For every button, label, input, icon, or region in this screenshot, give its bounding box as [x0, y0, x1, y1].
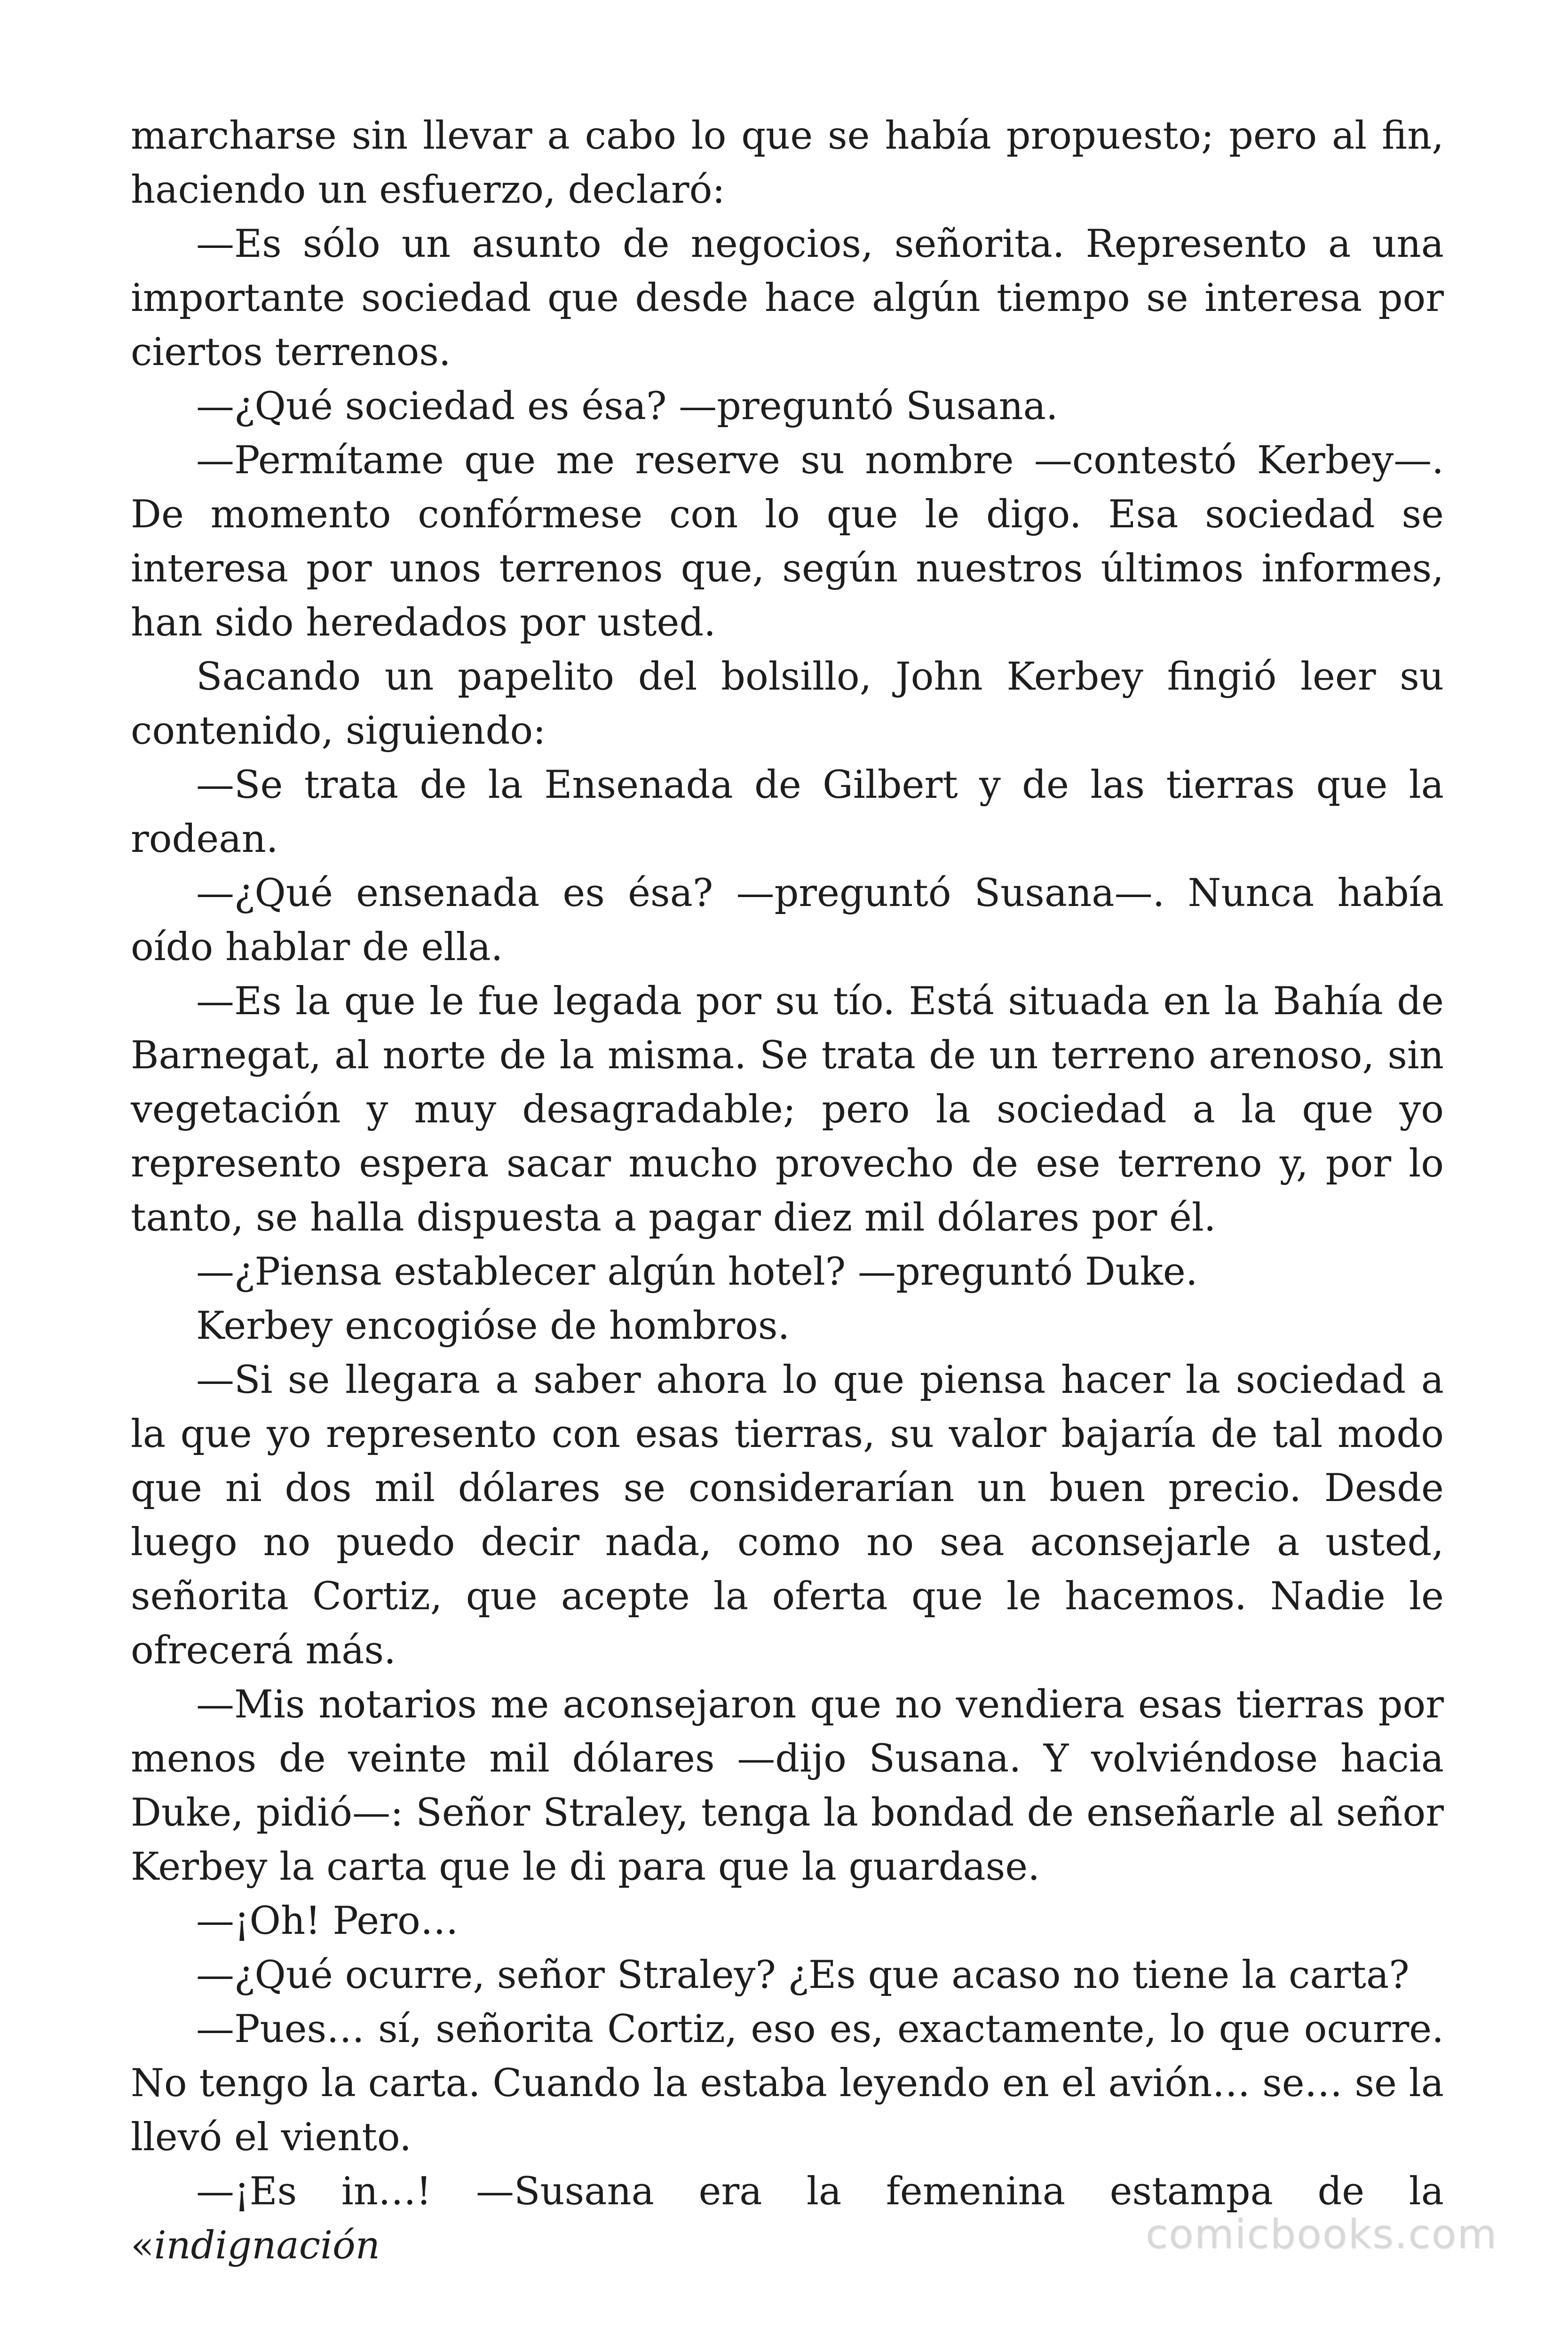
- paragraph-2: —Es sólo un asunto de negocios, señorita. Represento a una importante sociedad que desde hace algún tiempo se interesa por ciertos terrenos.: [131, 222, 1444, 374]
- paragraph-6: —Se trata de la Ensenada de Gilbert y de las tierras que la rodean.: [131, 763, 1444, 861]
- paragraph-9: —¿Piensa establecer algún hotel? —preguntó Duke.: [196, 1250, 1198, 1294]
- paragraph-3: —¿Qué sociedad es ésa? —preguntó Susana.: [196, 384, 1058, 429]
- paragraph-16-text: —¡Es in…! —Susana era la femenina estampa de la «: [131, 2169, 1444, 2268]
- paragraph-14: —¿Qué ocurre, señor Straley? ¿Es que acaso no tiene la carta?: [196, 1953, 1410, 1997]
- paragraph-4: —Permítame que me reserve su nombre —contestó Kerbey—. De momento confórmese con lo que le digo. Esa sociedad se interesa por unos terrenos que, según nuestros últimos informes, han sido heredados por usted.: [131, 438, 1444, 645]
- paragraph-5: Sacando un papelito del bolsillo, John Kerbey fingió leer su contenido, siguiendo:: [131, 655, 1444, 753]
- paragraph-1: marcharse sin llevar a cabo lo que se había propuesto; pero al fin, haciendo un esfuerzo, declaró:: [131, 114, 1444, 212]
- watermark: comicbooks.com: [1145, 2211, 1497, 2258]
- paragraph-8: —Es la que le fue legada por su tío. Está situada en la Bahía de Barnegat, al norte de la misma. Se trata de un terreno arenoso, sin vegetación y muy desagradable; pero la sociedad a la que yo represento espera sacar mucho provecho de ese terreno y, por lo tanto, se halla dispuesta a pagar diez mil dólares por él.: [131, 979, 1444, 1240]
- paragraph-13: —¡Oh! Pero…: [196, 1899, 459, 1943]
- page-body: [131, 109, 1444, 2273]
- paragraph-12: —Mis notarios me aconsejaron que no vendiera esas tierras por menos de veinte mil dólares —dijo Susana. Y volviéndose hacia Duke, pidió—: Señor Straley, tenga la bondad de enseñarle al señor Kerbey la carta que le di para que la guardase.: [131, 1683, 1444, 1889]
- paragraph-7: —¿Qué ensenada es ésa? —preguntó Susana—. Nunca había oído hablar de ella.: [131, 871, 1444, 969]
- paragraph-11: —Si se llegara a saber ahora lo que piensa hacer la sociedad a la que yo represento con esas tierras, su valor bajaría de tal modo que ni dos mil dólares se considerarían un buen precio. Desde luego no puedo decir nada, como no sea aconsejarle a usted, señorita Cortiz, que acepte la oferta que le hacemos. Nadie le ofrecerá más.: [131, 1358, 1444, 1673]
- paragraph-10: Kerbey encogióse de hombros.: [196, 1304, 790, 1348]
- paragraph-15: —Pues… sí, señorita Cortiz, eso es, exactamente, lo que ocurre. No tengo la carta. Cuando la estaba leyendo en el avión… se… se la llevó el viento.: [131, 2007, 1444, 2160]
- paragraph-16-italic: indignación: [154, 2224, 380, 2268]
